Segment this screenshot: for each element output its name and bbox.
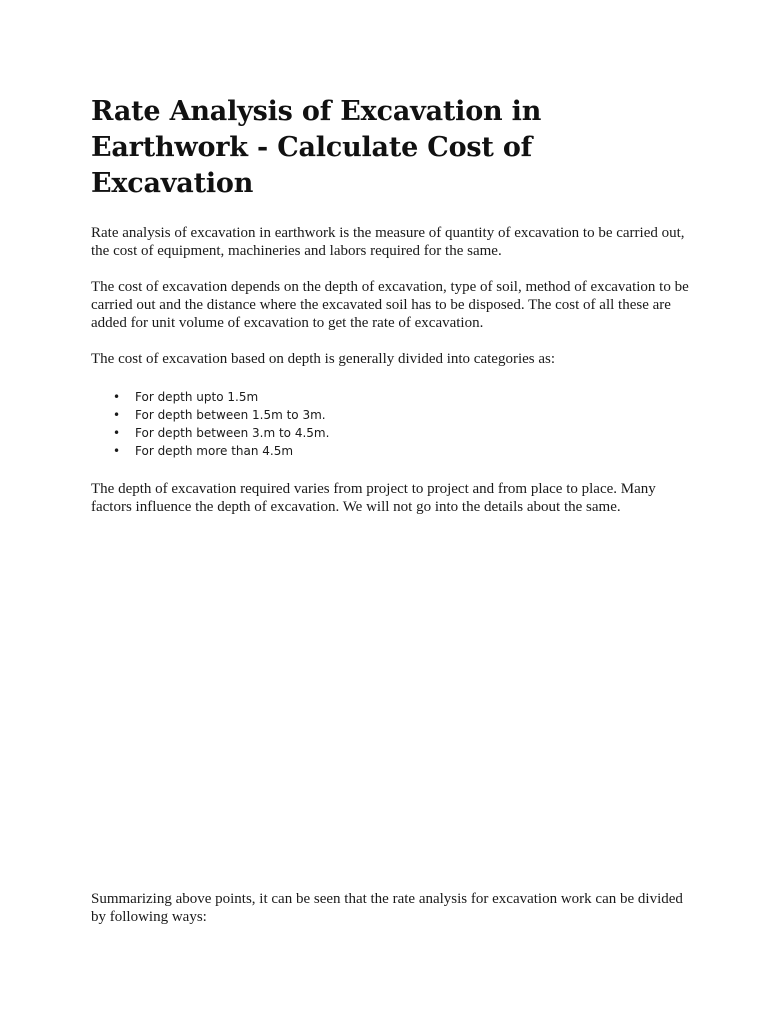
bullet-icon: • (113, 408, 121, 422)
list-item-label: For depth more than 4.5m (135, 444, 294, 458)
bullet-icon: • (113, 444, 121, 458)
summary-paragraph: Summarizing above points, it can be seen that the rate analysis for excavation work can be divided by following ways: (91, 891, 683, 925)
list-item-label: For depth between 1.5m to 3m. (135, 408, 326, 422)
intro-paragraph: Rate analysis of excavation in earthwork is the measure of quantity of excavation to be carried out, the cost of equipment, machineries and labors required for the same. (91, 225, 685, 259)
cost-factors-paragraph: The cost of excavation depends on the depth of excavation, type of soil, method of excavation to be carried out and the distance where the excavated soil has to be disposed. The cost of all these are added for unit volume of excavation to get the rate of excavation. (91, 279, 689, 331)
list-item (91, 406, 691, 424)
list-item (91, 388, 691, 406)
depth-category-list (91, 388, 691, 460)
list-item-label: For depth between 3.m to 4.5m. (135, 426, 330, 440)
list-item-label: For depth upto 1.5m (135, 390, 259, 404)
categories-intro-paragraph: The cost of excavation based on depth is generally divided into categories as: (91, 351, 556, 367)
list-item (91, 442, 691, 460)
bullet-icon: • (113, 390, 121, 404)
document-title: Rate Analysis of Excavation in Earthwork - Calculate Cost of Excavation (91, 96, 542, 199)
depth-variation-paragraph: The depth of excavation required varies from project to project and from place to place. Many factors influence the depth of excavation. We will not go into the details about the same. (91, 481, 656, 515)
list-item (91, 424, 691, 442)
document-page (91, 94, 691, 926)
bullet-icon: • (113, 426, 121, 440)
